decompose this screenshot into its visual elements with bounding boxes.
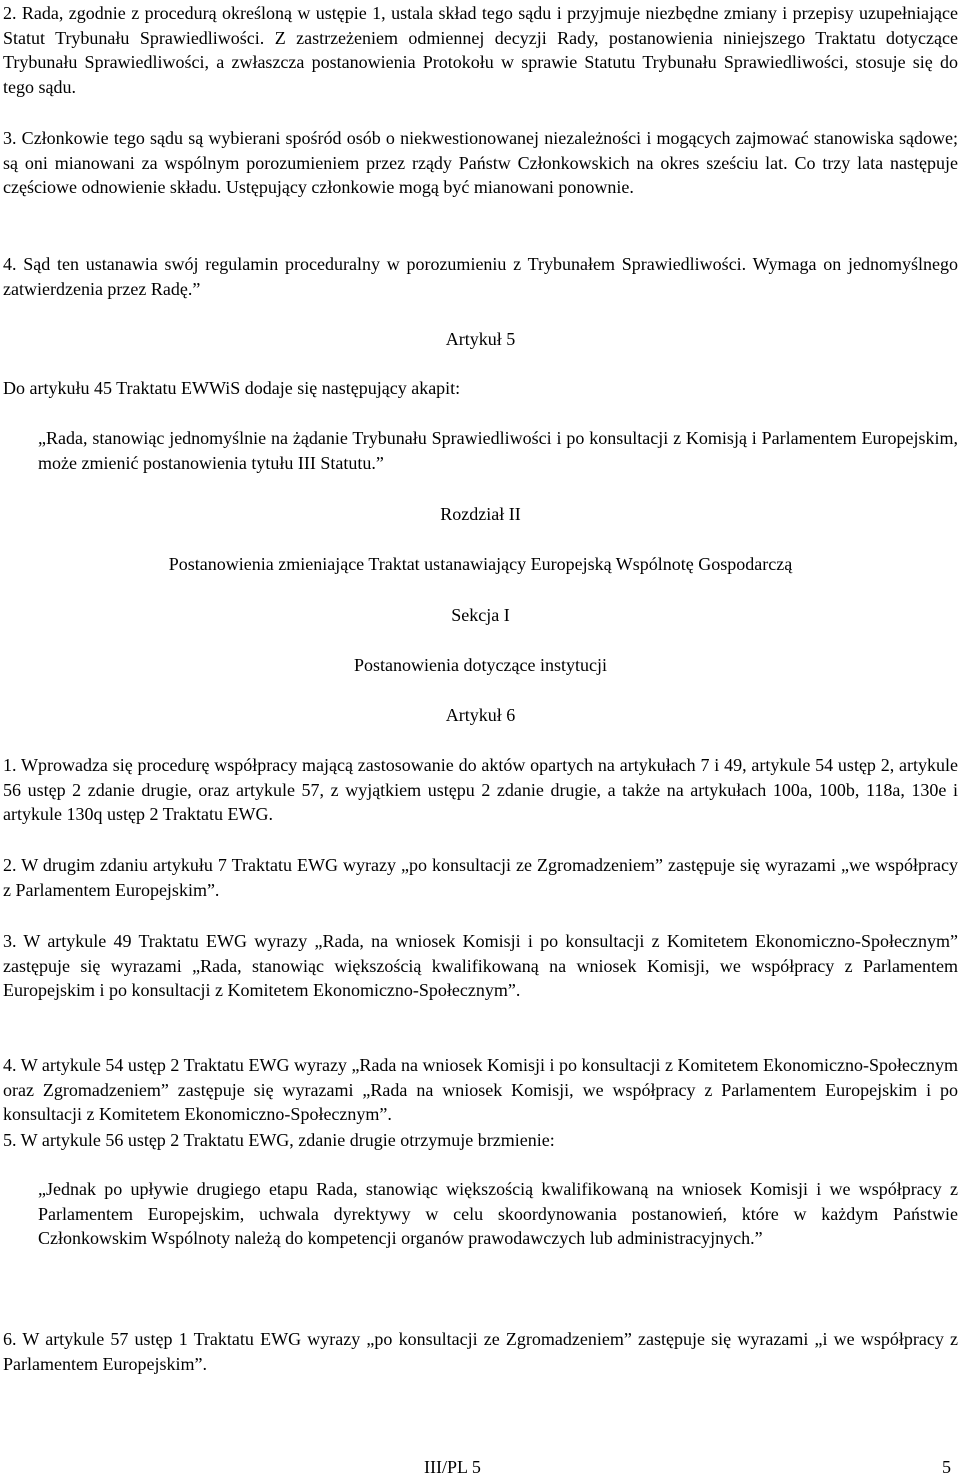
article-6-paragraph-1: 1. Wprowadza się procedurę współpracy mającą zastosowanie do aktów opartych na artykułach 7 i 49, artykule 54 ustęp 2, artykule 56 ustęp 2 zdanie drugie, oraz artykule 57, z wyjątkiem ustępu 2 zdanie drugie, a także na artykułach 100a, 100b, 118a, 130e i artykule 130q ustęp 2 Traktatu EWG. — [3, 755, 958, 824]
section-heading: Sekcja I — [451, 605, 510, 625]
chapter-title: Postanowienia zmieniające Traktat ustanawiający Europejską Wspólnotę Gospodarczą — [168, 554, 793, 574]
article-6-paragraph-2: 2. W drugim zdaniu artykułu 7 Traktatu EWG wyrazy „po konsultacji ze Zgromadzeniem” zastępuje się wyrazami „we współpracy z Parlamentem Europejskim”. — [3, 855, 958, 900]
section-title: Postanowienia dotyczące instytucji — [354, 655, 607, 675]
article-6-paragraph-5-quote: „Jednak po upływie drugiego etapu Rada, stanowiąc większością kwalifikowaną na wniosek Komisji i we współpracy z Parlamentem Europejskim, uchwala dyrektywy w celu skoordynowania postanowień, które w każdym Państwie Członkowskim Wspólnoty należą do kompetencji organów prawodawczych lub administracyjnych.” — [38, 1179, 958, 1248]
article-5-heading: Artykuł 5 — [445, 329, 516, 349]
article-5-intro: Do artykułu 45 Traktatu EWWiS dodaje się następujący akapit: — [3, 378, 461, 398]
article-6-paragraph-5: 5. W artykule 56 ustęp 2 Traktatu EWG, zdanie drugie otrzymuje brzmienie: — [3, 1130, 555, 1150]
chapter-heading: Rozdział II — [440, 504, 521, 524]
page-footer — [0, 1455, 960, 1481]
article-5-quote: „Rada, stanowiąc jednomyślnie na żądanie Trybunału Sprawiedliwości i po konsultacji z Komisją i Parlamentem Europejskim, może zmienić postanowienia tytułu III Statutu.” — [38, 428, 958, 473]
article-6-heading: Artykuł 6 — [445, 705, 516, 725]
paragraph-3: 3. Członkowie tego sądu są wybierani spośród osób o niekwestionowanej niezależności i mogących zajmować stanowiska sądowe; są oni mianowani za wspólnym porozumieniem przez rządy Państw Członkowskich na okres sześciu lat. Co trzy lata następuje częściowe odnowienie składu. Ustępujący członkowie mogą być mianowani ponownie. — [3, 128, 958, 197]
page-number: 5 — [942, 1457, 951, 1477]
paragraph-2: 2. Rada, zgodnie z procedurą określoną w ustępie 1, ustala skład tego sądu i przyjmuje niezbędne zmiany i przepisy uzupełniające Statut Trybunału Sprawiedliwości. Z zastrzeżeniem odmiennej decyzji Rady, postanowienia niniejszego Traktatu dotyczące Trybunału Sprawiedliwości, a zwłaszcza postanowienia Protokołu w sprawie Statutu Trybunału Sprawiedliwości, stosuje się do tego sądu. — [3, 3, 958, 97]
article-6-paragraph-4: 4. W artykule 54 ustęp 2 Traktatu EWG wyrazy „Rada na wniosek Komisji i po konsultacji z Komitetem Ekonomiczno-Społecznym oraz Zgromadzeniem” zastępuje się wyrazami „Rada na wniosek Komisji, we współpracy z Parlamentem Europejskim i po konsultacji z Komitetem Ekonomiczno-Społecznym”. — [3, 1055, 958, 1124]
article-6-paragraph-3: 3. W artykule 49 Traktatu EWG wyrazy „Rada, na wniosek Komisji i po konsultacji z Komitetem Ekonomiczno-Społecznym” zastępuje się wyrazami „Rada, stanowiąc większością kwalifikowaną na wniosek Komisji, we współpracy z Parlamentem Europejskim i po konsultacji z Komitetem Ekonomiczno-Społecznym”. — [3, 931, 958, 1000]
paragraph-4: 4. Sąd ten ustanawia swój regulamin proceduralny w porozumieniu z Trybunałem Sprawiedliwości. Wymaga on jednomyślnego zatwierdzenia przez Radę.” — [3, 254, 958, 299]
document-code: III/PL 5 — [424, 1457, 481, 1477]
article-6-paragraph-6: 6. W artykule 57 ustęp 1 Traktatu EWG wyrazy „po konsultacji ze Zgromadzeniem” zastępuje się wyrazami „i we współpracy z Parlamentem Europejskim”. — [3, 1329, 958, 1374]
